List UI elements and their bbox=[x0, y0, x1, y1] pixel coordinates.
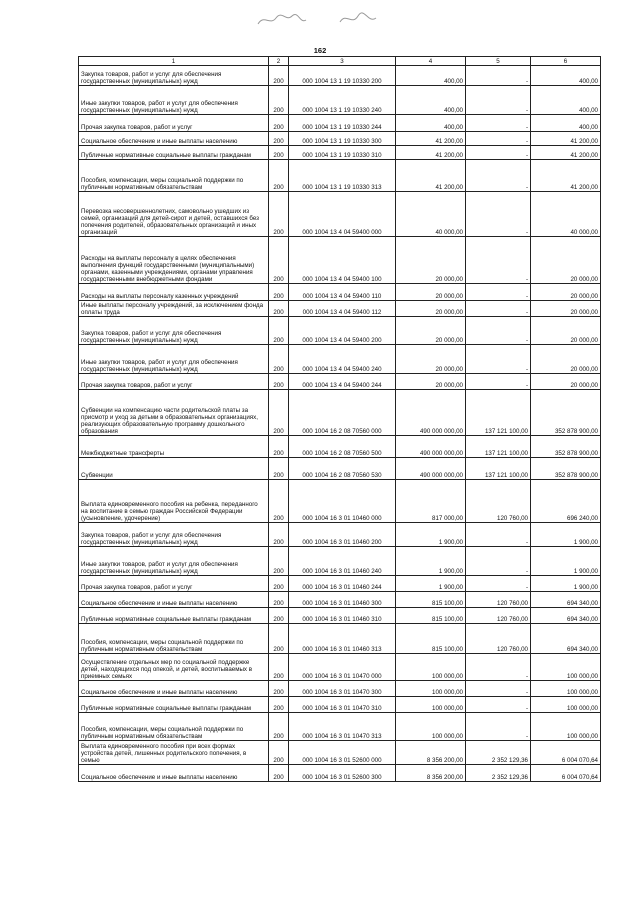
table-row bbox=[79, 284, 601, 301]
row-unexecuted-cell: 1 900,00 bbox=[531, 547, 601, 576]
row-admin-cell: 200 bbox=[269, 458, 289, 480]
row-name-cell: Публичные нормативные социальные выплаты гражданам bbox=[79, 146, 269, 160]
row-unexecuted-cell: 1 900,00 bbox=[531, 523, 601, 547]
header-cell: 4 bbox=[396, 57, 466, 66]
row-code-cell: 000 1004 13 4 04 59400 112 bbox=[289, 301, 396, 317]
row-unexecuted-cell: 1 900,00 bbox=[531, 576, 601, 592]
row-admin-cell: 200 bbox=[269, 115, 289, 132]
row-unexecuted-cell: 100 000,00 bbox=[531, 697, 601, 713]
row-approved-cell: 815 100,00 bbox=[396, 608, 466, 624]
row-unexecuted-cell: 20 000,00 bbox=[531, 374, 601, 390]
row-code-cell: 000 1004 13 4 04 59400 100 bbox=[289, 237, 396, 284]
row-unexecuted-cell: 400,00 bbox=[531, 66, 601, 86]
row-name-cell: Публичные нормативные социальные выплаты гражданам bbox=[79, 697, 269, 713]
table-row bbox=[79, 374, 601, 390]
row-approved-cell: 1 900,00 bbox=[396, 576, 466, 592]
row-admin-cell: 200 bbox=[269, 192, 289, 237]
row-unexecuted-cell: 352 878 900,00 bbox=[531, 458, 601, 480]
row-executed-cell: - bbox=[466, 237, 531, 284]
row-code-cell: 000 1004 16 3 01 10460 240 bbox=[289, 547, 396, 576]
row-approved-cell: 20 000,00 bbox=[396, 345, 466, 374]
row-approved-cell: 8 356 200,00 bbox=[396, 765, 466, 782]
row-executed-cell: - bbox=[466, 697, 531, 713]
row-unexecuted-cell: 41 200,00 bbox=[531, 160, 601, 192]
row-unexecuted-cell: 40 000,00 bbox=[531, 192, 601, 237]
row-code-cell: 000 1004 13 4 04 59400 110 bbox=[289, 284, 396, 301]
table-row bbox=[79, 160, 601, 192]
row-approved-cell: 1 900,00 bbox=[396, 547, 466, 576]
row-admin-cell: 200 bbox=[269, 317, 289, 345]
row-code-cell: 000 1004 16 3 01 10470 300 bbox=[289, 681, 396, 697]
row-executed-cell: 2 352 129,36 bbox=[466, 741, 531, 765]
row-approved-cell: 490 000 000,00 bbox=[396, 436, 466, 458]
row-name-cell: Иные закупки товаров, работ и услуг для обеспечения государственных (муниципальных) нужд bbox=[79, 547, 269, 576]
row-executed-cell: - bbox=[466, 345, 531, 374]
row-approved-cell: 100 000,00 bbox=[396, 713, 466, 741]
row-code-cell: 000 1004 13 4 04 59400 000 bbox=[289, 192, 396, 237]
row-name-cell: Прочая закупка товаров, работ и услуг bbox=[79, 374, 269, 390]
row-code-cell: 000 1004 16 3 01 10470 000 bbox=[289, 654, 396, 681]
header-cell: 5 bbox=[466, 57, 531, 66]
row-unexecuted-cell: 6 004 070,64 bbox=[531, 741, 601, 765]
row-code-cell: 000 1004 16 2 08 70560 530 bbox=[289, 458, 396, 480]
row-unexecuted-cell: 696 240,00 bbox=[531, 480, 601, 523]
row-code-cell: 000 1004 13 1 19 10330 313 bbox=[289, 160, 396, 192]
row-code-cell: 000 1004 16 3 01 10470 310 bbox=[289, 697, 396, 713]
row-code-cell: 000 1004 16 3 01 10460 200 bbox=[289, 523, 396, 547]
row-admin-cell: 200 bbox=[269, 66, 289, 86]
row-name-cell: Социальное обеспечение и иные выплаты населению bbox=[79, 681, 269, 697]
row-admin-cell: 200 bbox=[269, 132, 289, 146]
row-admin-cell: 200 bbox=[269, 523, 289, 547]
row-executed-cell: 120 760,00 bbox=[466, 592, 531, 608]
header-cell: 1 bbox=[79, 57, 269, 66]
row-unexecuted-cell: 6 004 070,64 bbox=[531, 765, 601, 782]
table-row bbox=[79, 741, 601, 765]
row-admin-cell: 200 bbox=[269, 713, 289, 741]
table-row bbox=[79, 146, 601, 160]
row-name-cell: Прочая закупка товаров, работ и услуг bbox=[79, 115, 269, 132]
row-unexecuted-cell: 352 878 900,00 bbox=[531, 436, 601, 458]
table-row bbox=[79, 86, 601, 115]
budget-execution-table bbox=[78, 56, 601, 782]
table-row bbox=[79, 713, 601, 741]
row-code-cell: 000 1004 16 3 01 10460 000 bbox=[289, 480, 396, 523]
row-code-cell: 000 1004 16 3 01 10460 244 bbox=[289, 576, 396, 592]
row-admin-cell: 200 bbox=[269, 480, 289, 523]
table-row bbox=[79, 608, 601, 624]
row-name-cell: Пособия, компенсации, меры социальной поддержки по публичным нормативным обязательствам bbox=[79, 624, 269, 654]
row-approved-cell: 490 000 000,00 bbox=[396, 458, 466, 480]
table-row bbox=[79, 345, 601, 374]
row-name-cell: Расходы на выплаты персоналу в целях обеспечения выполнения функций государственными (муниципальными) органами, казенными учреждениями, органами управления государственными внебюджетными фондами bbox=[79, 237, 269, 284]
row-unexecuted-cell: 694 340,00 bbox=[531, 624, 601, 654]
row-name-cell: Перевозка несовершеннолетних, самовольно ушедших из семей, организаций для детей-сирот и детей, оставшихся без попечения родителей, образовательных организаций и иных организаций bbox=[79, 192, 269, 237]
row-admin-cell: 200 bbox=[269, 237, 289, 284]
header-cell: 2 bbox=[269, 57, 289, 66]
signature-scribble bbox=[250, 8, 390, 30]
row-name-cell: Осуществление отдельных мер по социальной поддержке детей, находящихся под опекой, и детей, воспитываемых в приемных семьях bbox=[79, 654, 269, 681]
row-code-cell: 000 1004 13 1 19 10330 244 bbox=[289, 115, 396, 132]
row-executed-cell: 2 352 129,36 bbox=[466, 765, 531, 782]
row-admin-cell: 200 bbox=[269, 436, 289, 458]
row-approved-cell: 400,00 bbox=[396, 86, 466, 115]
table-row bbox=[79, 390, 601, 436]
row-admin-cell: 200 bbox=[269, 390, 289, 436]
row-unexecuted-cell: 20 000,00 bbox=[531, 284, 601, 301]
header-cell: 6 bbox=[531, 57, 601, 66]
table-row bbox=[79, 301, 601, 317]
page-number: 162 bbox=[313, 46, 327, 55]
row-code-cell: 000 1004 13 4 04 59400 240 bbox=[289, 345, 396, 374]
row-executed-cell: 137 121 100,00 bbox=[466, 436, 531, 458]
row-executed-cell: - bbox=[466, 86, 531, 115]
table-row bbox=[79, 523, 601, 547]
row-admin-cell: 200 bbox=[269, 345, 289, 374]
row-executed-cell: - bbox=[466, 523, 531, 547]
row-name-cell: Социальное обеспечение и иные выплаты населению bbox=[79, 765, 269, 782]
row-approved-cell: 20 000,00 bbox=[396, 237, 466, 284]
row-admin-cell: 200 bbox=[269, 284, 289, 301]
table-row bbox=[79, 115, 601, 132]
row-unexecuted-cell: 100 000,00 bbox=[531, 654, 601, 681]
row-admin-cell: 200 bbox=[269, 697, 289, 713]
row-name-cell: Пособия, компенсации, меры социальной поддержки по публичным нормативным обязательствам bbox=[79, 713, 269, 741]
table-body bbox=[79, 57, 601, 782]
row-code-cell: 000 1004 16 2 08 70560 000 bbox=[289, 390, 396, 436]
row-name-cell: Закупка товаров, работ и услуг для обеспечения государственных (муниципальных) нужд bbox=[79, 523, 269, 547]
row-name-cell: Иные выплаты персоналу учреждений, за исключением фонда оплаты труда bbox=[79, 301, 269, 317]
row-name-cell: Социальное обеспечение и иные выплаты населению bbox=[79, 132, 269, 146]
table-header-row bbox=[79, 57, 601, 66]
row-code-cell: 000 1004 13 1 19 10330 300 bbox=[289, 132, 396, 146]
row-code-cell: 000 1004 13 1 19 10330 200 bbox=[289, 66, 396, 86]
row-code-cell: 000 1004 16 3 01 10470 313 bbox=[289, 713, 396, 741]
row-executed-cell: - bbox=[466, 547, 531, 576]
row-name-cell: Расходы на выплаты персоналу казенных учреждений bbox=[79, 284, 269, 301]
table-row bbox=[79, 436, 601, 458]
table-row bbox=[79, 480, 601, 523]
row-executed-cell: - bbox=[466, 160, 531, 192]
row-unexecuted-cell: 100 000,00 bbox=[531, 713, 601, 741]
row-executed-cell: - bbox=[466, 146, 531, 160]
row-admin-cell: 200 bbox=[269, 654, 289, 681]
row-admin-cell: 200 bbox=[269, 608, 289, 624]
row-approved-cell: 8 356 200,00 bbox=[396, 741, 466, 765]
row-code-cell: 000 1004 16 2 08 70560 500 bbox=[289, 436, 396, 458]
row-name-cell: Выплата единовременного пособия на ребенка, переданного на воспитание в семью граждан Российской Федерации (усыновление, удочерение) bbox=[79, 480, 269, 523]
row-code-cell: 000 1004 16 3 01 10460 300 bbox=[289, 592, 396, 608]
row-executed-cell: - bbox=[466, 115, 531, 132]
table-row bbox=[79, 765, 601, 782]
row-executed-cell: - bbox=[466, 284, 531, 301]
table-row bbox=[79, 132, 601, 146]
row-executed-cell: - bbox=[466, 192, 531, 237]
row-unexecuted-cell: 41 200,00 bbox=[531, 132, 601, 146]
row-admin-cell: 200 bbox=[269, 301, 289, 317]
row-admin-cell: 200 bbox=[269, 576, 289, 592]
row-unexecuted-cell: 352 878 900,00 bbox=[531, 390, 601, 436]
row-executed-cell: - bbox=[466, 654, 531, 681]
row-unexecuted-cell: 100 000,00 bbox=[531, 681, 601, 697]
row-executed-cell: - bbox=[466, 576, 531, 592]
row-approved-cell: 100 000,00 bbox=[396, 697, 466, 713]
row-code-cell: 000 1004 16 3 01 52600 000 bbox=[289, 741, 396, 765]
table-row bbox=[79, 458, 601, 480]
row-name-cell: Иные закупки товаров, работ и услуг для обеспечения государственных (муниципальных) нужд bbox=[79, 86, 269, 115]
row-admin-cell: 200 bbox=[269, 765, 289, 782]
row-approved-cell: 490 000 000,00 bbox=[396, 390, 466, 436]
row-code-cell: 000 1004 13 4 04 59400 244 bbox=[289, 374, 396, 390]
row-executed-cell: 120 760,00 bbox=[466, 480, 531, 523]
row-admin-cell: 200 bbox=[269, 146, 289, 160]
row-name-cell: Закупка товаров, работ и услуг для обеспечения государственных (муниципальных) нужд bbox=[79, 317, 269, 345]
row-approved-cell: 815 100,00 bbox=[396, 624, 466, 654]
row-code-cell: 000 1004 16 3 01 10460 310 bbox=[289, 608, 396, 624]
header-cell: 3 bbox=[289, 57, 396, 66]
row-name-cell: Иные закупки товаров, работ и услуг для обеспечения государственных (муниципальных) нужд bbox=[79, 345, 269, 374]
row-approved-cell: 817 000,00 bbox=[396, 480, 466, 523]
row-unexecuted-cell: 20 000,00 bbox=[531, 345, 601, 374]
row-approved-cell: 20 000,00 bbox=[396, 284, 466, 301]
table-row bbox=[79, 592, 601, 608]
row-approved-cell: 100 000,00 bbox=[396, 681, 466, 697]
row-admin-cell: 200 bbox=[269, 681, 289, 697]
row-unexecuted-cell: 20 000,00 bbox=[531, 301, 601, 317]
row-executed-cell: 120 760,00 bbox=[466, 608, 531, 624]
row-code-cell: 000 1004 16 3 01 10460 313 bbox=[289, 624, 396, 654]
row-approved-cell: 815 100,00 bbox=[396, 592, 466, 608]
row-unexecuted-cell: 20 000,00 bbox=[531, 317, 601, 345]
row-admin-cell: 200 bbox=[269, 624, 289, 654]
row-approved-cell: 20 000,00 bbox=[396, 301, 466, 317]
row-approved-cell: 400,00 bbox=[396, 115, 466, 132]
table-row bbox=[79, 681, 601, 697]
table-row bbox=[79, 317, 601, 345]
row-executed-cell: 137 121 100,00 bbox=[466, 390, 531, 436]
row-code-cell: 000 1004 13 1 19 10330 240 bbox=[289, 86, 396, 115]
row-code-cell: 000 1004 13 1 19 10330 310 bbox=[289, 146, 396, 160]
row-admin-cell: 200 bbox=[269, 741, 289, 765]
row-approved-cell: 100 000,00 bbox=[396, 654, 466, 681]
row-approved-cell: 400,00 bbox=[396, 66, 466, 86]
row-name-cell: Прочая закупка товаров, работ и услуг bbox=[79, 576, 269, 592]
row-admin-cell: 200 bbox=[269, 86, 289, 115]
row-unexecuted-cell: 400,00 bbox=[531, 115, 601, 132]
row-name-cell: Выплата единовременного пособия при всех формах устройства детей, лишенных родительского попечения, в семью bbox=[79, 741, 269, 765]
row-executed-cell: 137 121 100,00 bbox=[466, 458, 531, 480]
row-approved-cell: 41 200,00 bbox=[396, 160, 466, 192]
row-unexecuted-cell: 694 340,00 bbox=[531, 592, 601, 608]
table-row bbox=[79, 192, 601, 237]
row-admin-cell: 200 bbox=[269, 592, 289, 608]
table-row bbox=[79, 576, 601, 592]
row-name-cell: Социальное обеспечение и иные выплаты населению bbox=[79, 592, 269, 608]
row-executed-cell: - bbox=[466, 713, 531, 741]
row-approved-cell: 40 000,00 bbox=[396, 192, 466, 237]
row-name-cell: Субвенции bbox=[79, 458, 269, 480]
table-row bbox=[79, 654, 601, 681]
table-row bbox=[79, 547, 601, 576]
row-unexecuted-cell: 41 200,00 bbox=[531, 146, 601, 160]
row-approved-cell: 41 200,00 bbox=[396, 132, 466, 146]
table-row bbox=[79, 624, 601, 654]
row-executed-cell: - bbox=[466, 66, 531, 86]
row-name-cell: Закупка товаров, работ и услуг для обеспечения государственных (муниципальных) нужд bbox=[79, 66, 269, 86]
table-row bbox=[79, 66, 601, 86]
row-name-cell: Публичные нормативные социальные выплаты гражданам bbox=[79, 608, 269, 624]
row-approved-cell: 41 200,00 bbox=[396, 146, 466, 160]
row-executed-cell: 120 760,00 bbox=[466, 624, 531, 654]
row-approved-cell: 20 000,00 bbox=[396, 374, 466, 390]
row-executed-cell: - bbox=[466, 374, 531, 390]
row-executed-cell: - bbox=[466, 681, 531, 697]
row-executed-cell: - bbox=[466, 317, 531, 345]
row-unexecuted-cell: 400,00 bbox=[531, 86, 601, 115]
row-admin-cell: 200 bbox=[269, 374, 289, 390]
row-unexecuted-cell: 694 340,00 bbox=[531, 608, 601, 624]
row-name-cell: Субвенции на компенсацию части родительской платы за присмотр и уход за детьми в образовательных организациях, реализующих образовательную программу дошкольного образования bbox=[79, 390, 269, 436]
row-admin-cell: 200 bbox=[269, 547, 289, 576]
row-approved-cell: 1 900,00 bbox=[396, 523, 466, 547]
table-row bbox=[79, 697, 601, 713]
row-admin-cell: 200 bbox=[269, 160, 289, 192]
row-name-cell: Межбюджетные трансферты bbox=[79, 436, 269, 458]
row-executed-cell: - bbox=[466, 301, 531, 317]
row-approved-cell: 20 000,00 bbox=[396, 317, 466, 345]
row-executed-cell: - bbox=[466, 132, 531, 146]
row-code-cell: 000 1004 13 4 04 59400 200 bbox=[289, 317, 396, 345]
row-code-cell: 000 1004 16 3 01 52600 300 bbox=[289, 765, 396, 782]
row-unexecuted-cell: 20 000,00 bbox=[531, 237, 601, 284]
table-row bbox=[79, 237, 601, 284]
row-name-cell: Пособия, компенсации, меры социальной поддержки по публичным нормативным обязательствам bbox=[79, 160, 269, 192]
